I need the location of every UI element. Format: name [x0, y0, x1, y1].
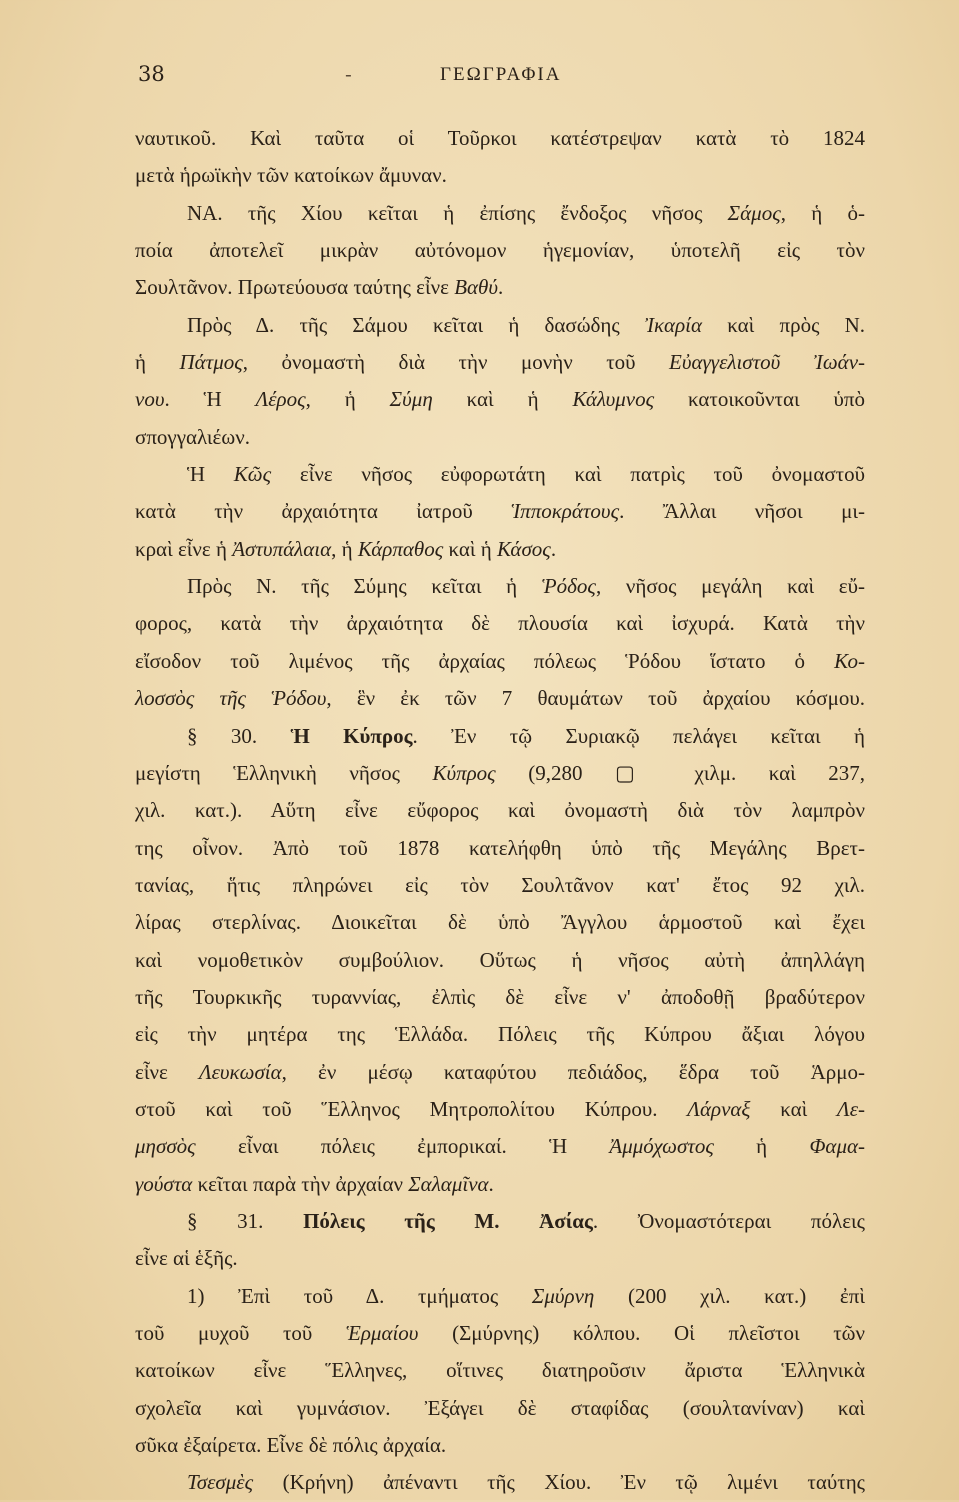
- text-line: τανίας, ἥτις πληρώνει εἰς τὸν Σουλτᾶνον κατ' ἔτος 92 χιλ.: [135, 872, 865, 897]
- text-line: τῆς Τουρκικῆς τυραννίας, ἐλπὶς δὲ εἶνε ν' ἀποδοθῇ βραδύτερον: [135, 984, 865, 1009]
- text-line: καὶ νομοθετικὸν συμβούλιον. Οὕτως ἡ νῆσος αὐτὴ ἀπηλλάγη: [135, 947, 865, 972]
- text-line: Πρὸς Ν. τῆς Σύμης κεῖται ἡ Ῥόδος, νῆσος μεγάλη καὶ εὔ-: [187, 574, 865, 599]
- text-line: Σουλτᾶνον. Πρωτεύουσα ταύτης εἶνε Βαθύ.: [135, 275, 504, 300]
- text-line: εἰς τὴν μητέρα της Ἑλλάδα. Πόλεις τῆς Κύπρου ἄξιαι λόγου: [135, 1022, 865, 1047]
- text-line: της οἶνον. Ἀπὸ τοῦ 1878 κατελήφθη ὑπὸ τῆς Μεγάλης Βρετ-: [135, 835, 865, 860]
- text-line: Ἡ Κῶς εἶνε νῆσος εὐφορωτάτη καὶ πατρὶς τοῦ ὀνομαστοῦ: [187, 462, 866, 487]
- text-line: χιλ. κατ.). Αὕτη εἶνε εὔφορος καὶ ὀνομαστὴ διὰ τὸν λαμπρὸν: [135, 798, 865, 823]
- text-line: νου. Ἡ Λέρος, ἡ Σύμη καὶ ἡ Κάλυμνος κατοικοῦνται ὑπὸ: [135, 387, 866, 412]
- running-head: [0, 62, 959, 94]
- text-line: λίρας στερλίνας. Διοικεῖται δὲ ὑπὸ Ἄγγλου ἁρμοστοῦ καὶ ἔχει: [135, 910, 865, 935]
- text-line: εἶνε Λευκωσία, ἐν μέσῳ καταφύτου πεδιάδος, ἕδρα τοῦ Ἁρμο-: [135, 1059, 865, 1084]
- text-line: μησσὸς εἶναι πόλεις ἐμπορικαί. Ἡ Ἀμμόχωστος ἡ Φαμα-: [135, 1134, 866, 1159]
- text-line: 1) Ἐπὶ τοῦ Δ. τμήματος Σμύρνη (200 χιλ. κατ.) ἐπὶ: [187, 1283, 865, 1308]
- text-line: σχολεῖα καὶ γυμνάσιον. Ἐξάγει δὲ σταφίδας (σουλτανίναν) καὶ: [135, 1395, 865, 1420]
- text-line: μεγίστη Ἑλληνικὴ νῆσος Κύπρος (9,280 ▢ χιλμ. καὶ 237,: [135, 760, 865, 785]
- text-line: κατοίκων εἶνε Ἕλληνες, οἵτινες διατηροῦσιν ἄριστα Ἑλληνικὰ: [135, 1358, 865, 1383]
- text-line: στοῦ καὶ τοῦ Ἕλληνος Μητροπολίτου Κύπρου. Λάρναξ καὶ Λε-: [135, 1096, 865, 1121]
- text-line: ΝΑ. τῆς Χίου κεῖται ἡ ἐπίσης ἔνδοξος νῆσος Σάμος, ἡ ὁ-: [187, 200, 865, 225]
- text-line: § 30. Ἡ Κύπρος. Ἐν τῷ Συριακῷ πελάγει κεῖται ἡ: [187, 723, 866, 748]
- text-line: φορος, κατὰ τὴν ἀρχαιότητα δὲ πλουσία καὶ ἰσχυρά. Κατὰ τὴν: [135, 611, 865, 636]
- text-line: κραὶ εἶνε ἡ Ἀστυπάλαια, ἡ Κάρπαθος καὶ ἡ Κάσος.: [135, 536, 557, 561]
- text-line: ἡ Πάτμος, ὀνομαστὴ διὰ τὴν μονὴν τοῦ Εὐαγγελιστοῦ Ἰωάν-: [135, 350, 866, 375]
- header-title: ΓΕΩΓΡΑΦΙΑ: [440, 64, 562, 85]
- text-line: ναυτικοῦ. Καὶ ταῦτα οἱ Τοῦρκοι κατέστρεψαν κατὰ τὸ 1824: [135, 126, 865, 150]
- text-line: σῦκα ἐξαίρετα. Εἶνε δὲ πόλις ἀρχαία.: [135, 1433, 447, 1458]
- body-text: [135, 120, 865, 1502]
- text-line: τοῦ μυχοῦ τοῦ Ἑρμαίου (Σμύρνης) κόλπου. Οἱ πλεῖστοι τῶν: [135, 1321, 865, 1345]
- text-line: γούστα κεῖται παρὰ τὴν ἀρχαίαν Σαλαμῖνα.: [135, 1171, 494, 1196]
- text-line: κατὰ τὴν ἀρχαιότητα ἰατροῦ Ἱπποκράτους. Ἄλλαι νῆσοι μι-: [135, 499, 865, 524]
- text-line: Τσεσμὲς (Κρήνη) ἀπέναντι τῆς Χίου. Ἐν τῷ λιμένι ταύτης: [187, 1470, 865, 1495]
- text-line: ποία ἀποτελεῖ μικρὰν αὐτόνομον ἡγεμονίαν, ὑποτελῆ εἰς τὸν: [135, 238, 865, 263]
- text-line: μετὰ ἡρωϊκὴν τῶν κατοίκων ἄμυναν.: [135, 163, 447, 188]
- text-line: λοσσὸς τῆς Ῥόδου, ἓν ἐκ τῶν 7 θαυμάτων τοῦ ἀρχαίου κόσμου.: [135, 686, 865, 711]
- text-line: εἶνε αἱ ἑξῆς.: [135, 1246, 238, 1271]
- text-line: Πρὸς Δ. τῆς Σάμου κεῖται ἡ δασώδης Ἰκαρία καὶ πρὸς Ν.: [187, 312, 865, 337]
- text-line: σπογγαλιέων.: [135, 424, 250, 449]
- text-line: εἴσοδον τοῦ λιμένος τῆς ἀρχαίας πόλεως Ῥόδου ἵστατο ὁ Κο-: [135, 648, 865, 673]
- text-line: § 31. Πόλεις τῆς Μ. Ἀσίας. Ὀνομαστότεραι πόλεις: [187, 1208, 865, 1233]
- page-number: 38: [138, 62, 165, 86]
- header-dash: -: [345, 62, 352, 86]
